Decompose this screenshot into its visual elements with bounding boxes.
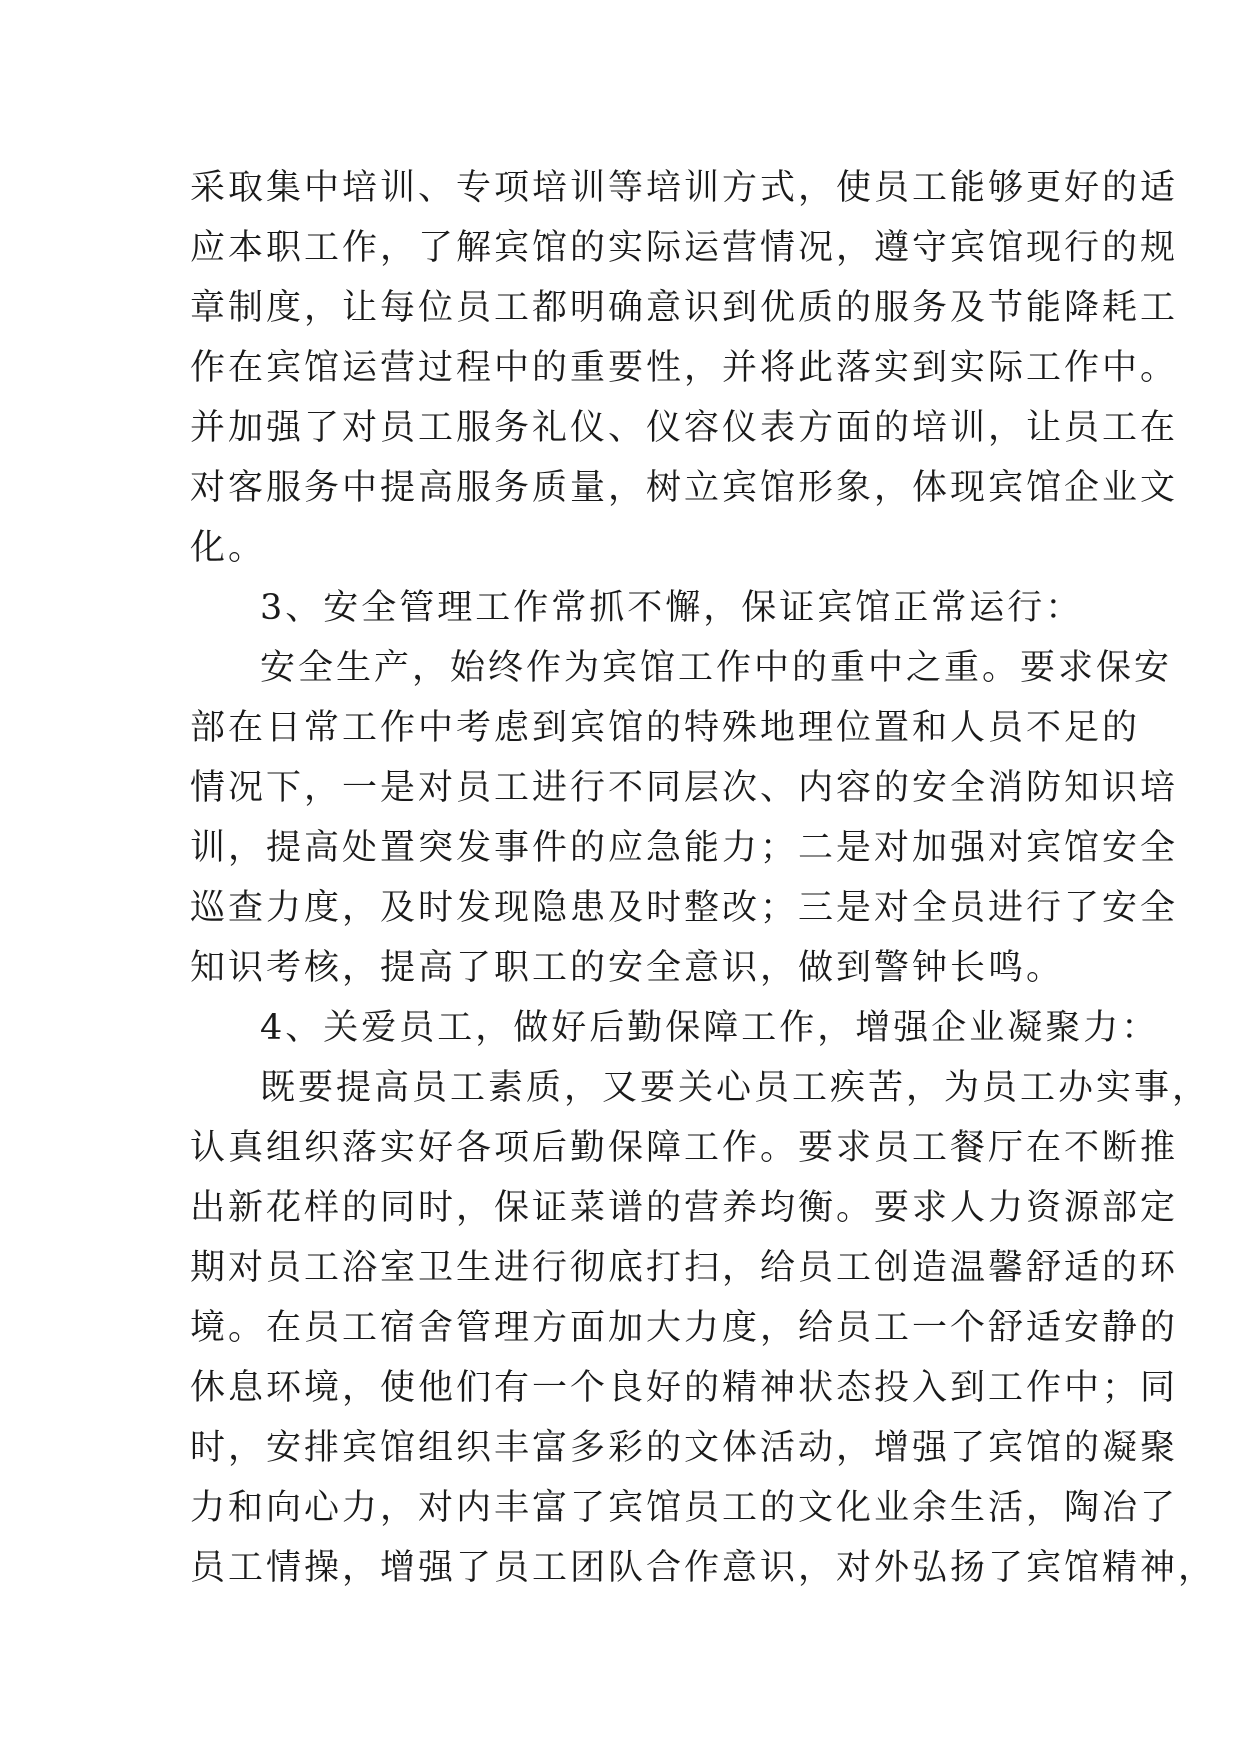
text-line: 巡查力度，及时发现隐患及时整改；三是对全员进行了安全	[190, 888, 1179, 928]
text-line: 4、关爱员工，做好后勤保障工作，增强企业凝聚力：	[260, 1008, 1160, 1048]
document-body	[190, 158, 1217, 1598]
text-line: 时，安排宾馆组织丰富多彩的文体活动，增强了宾馆的凝聚	[190, 1428, 1179, 1468]
text-line: 对客服务中提高服务质量，树立宾馆形象，体现宾馆企业文	[190, 468, 1179, 508]
text-line: 力和向心力，对内丰富了宾馆员工的文化业余生活，陶冶了	[190, 1488, 1179, 1528]
text-line: 部在日常工作中考虑到宾馆的特殊地理位置和人员不足的	[190, 708, 1141, 748]
text-line: 章制度，让每位员工都明确意识到优质的服务及节能降耗工	[190, 288, 1179, 328]
text-line: 员工情操，增强了员工团队合作意识，对外弘扬了宾馆精神，	[190, 1548, 1217, 1588]
text-line: 并加强了对员工服务礼仪、仪容仪表方面的培训，让员工在	[190, 408, 1179, 448]
text-line: 训，提高处置突发事件的应急能力；二是对加强对宾馆安全	[190, 828, 1179, 868]
text-line: 安全生产，始终作为宾馆工作中的重中之重。要求保安	[260, 648, 1173, 688]
text-line: 情况下，一是对员工进行不同层次、内容的安全消防知识培	[190, 768, 1179, 808]
text-line: 期对员工浴室卫生进行彻底打扫，给员工创造温馨舒适的环	[190, 1248, 1179, 1288]
text-line: 采取集中培训、专项培训等培训方式，使员工能够更好的适	[190, 168, 1179, 208]
text-line: 化。	[190, 528, 267, 568]
text-line: 出新花样的同时，保证菜谱的营养均衡。要求人力资源部定	[190, 1188, 1179, 1228]
text-line: 休息环境，使他们有一个良好的精神状态投入到工作中；同	[190, 1368, 1179, 1408]
text-line: 3、安全管理工作常抓不懈，保证宾馆正常运行：	[260, 588, 1084, 628]
text-line: 应本职工作，了解宾馆的实际运营情况，遵守宾馆现行的规	[190, 228, 1179, 268]
text-line: 作在宾馆运营过程中的重要性，并将此落实到实际工作中。	[190, 348, 1179, 388]
text-line: 知识考核，提高了职工的安全意识，做到警钟长鸣。	[190, 948, 1065, 988]
text-line: 认真组织落实好各项后勤保障工作。要求员工餐厅在不断推	[190, 1128, 1179, 1168]
text-line: 境。在员工宿舍管理方面加大力度，给员工一个舒适安静的	[190, 1308, 1179, 1348]
text-line: 既要提高员工素质，又要关心员工疾苦，为员工办实事，	[260, 1068, 1211, 1108]
